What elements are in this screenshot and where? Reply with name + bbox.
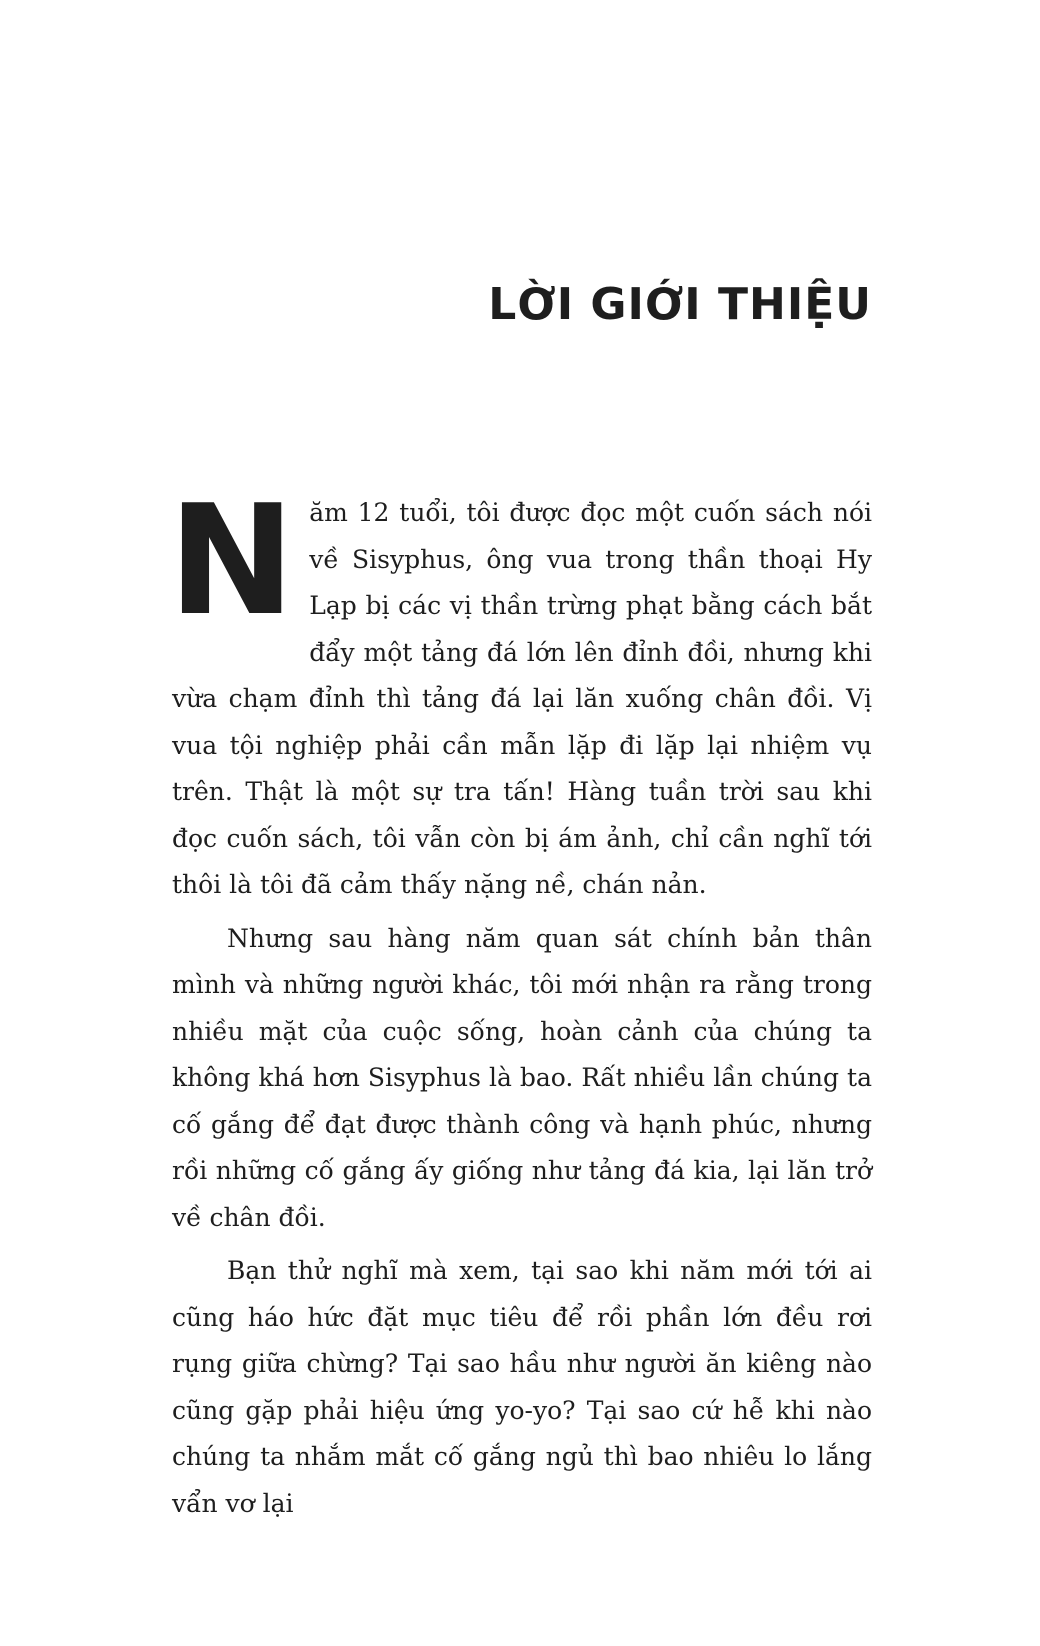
paragraph-1 — [168, 472, 872, 909]
chapter-title: LỜI GIỚI THIỆU — [488, 279, 872, 330]
paragraph-3: Bạn thử nghĩ mà xem, tại sao khi năm mới tới ai cũng háo hức đặt mục tiêu để rồi phần lớn đều rơi rụng giữa chừng? Tại sao hầu như người ăn kiêng nào cũng gặp phải hiệu ứng yo-yo? Tại sao cứ hễ khi nào chúng ta nhắm mắt cố gắng ngủ thì bao nhiêu lo lắng vẩn vơ lại — [172, 1256, 872, 1518]
paragraph-1-text: ăm 12 tuổi, tôi được đọc một cuốn sách nói về Sisyphus, ông vua trong thần thoại Hy Lạp bị các vị thần trừng phạt bằng cách bắt đẩy một tảng đá lớn lên đỉnh đồi, nhưng khi vừa chạm đỉnh thì tảng đá lại lăn xuống chân đồi. Vị vua tội nghiệp phải cần mẫn lặp đi lặp lại nhiệm vụ trên. Thật là một sự tra tấn! Hàng tuần trời sau khi đọc cuốn sách, tôi vẫn còn bị ám ảnh, chỉ cần nghĩ tới thôi là tôi đã cảm thấy nặng nề, chán nản. — [172, 498, 872, 899]
drop-cap: N — [168, 472, 296, 649]
paragraph-2: Nhưng sau hàng năm quan sát chính bản thân mình và những người khác, tôi mới nhận ra rằng trong nhiều mặt của cuộc sống, hoàn cảnh của chúng ta không khá hơn Sisyphus là bao. Rất nhiều lần chúng ta cố gắng để đạt được thành công và hạnh phúc, nhưng rồi những cố gắng ấy giống như tảng đá kia, lại lăn trở về chân đồi. — [172, 923, 872, 1232]
body-text — [168, 472, 872, 1534]
